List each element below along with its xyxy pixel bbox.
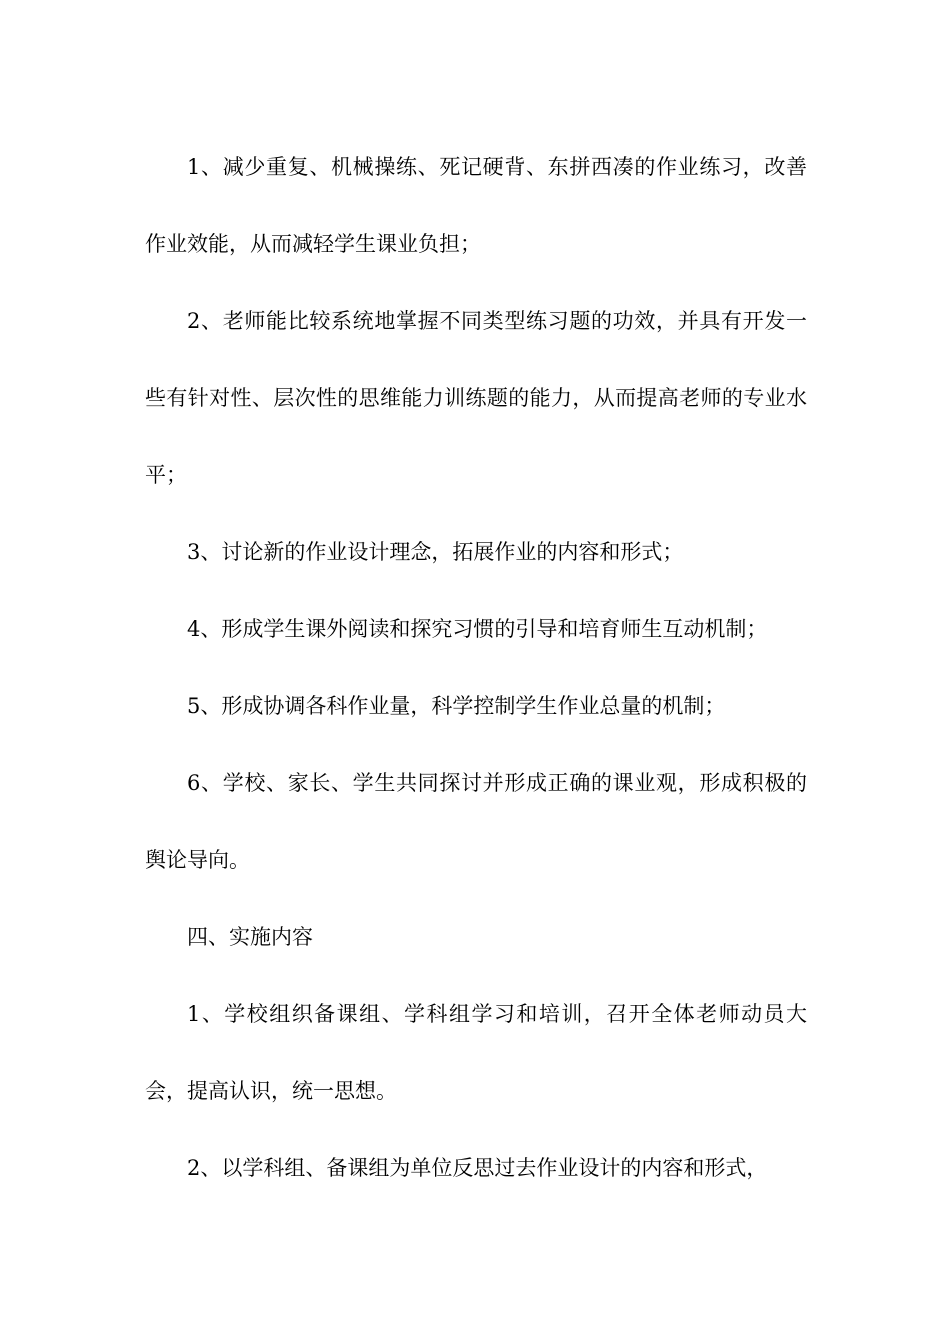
paragraph-goal-1: 1、减少重复、机械操练、死记硬背、东拼西凑的作业练习，改善作业效能，从而减轻学生课业负担； xyxy=(145,155,807,256)
paragraph-goal-6: 6、学校、家长、学生共同探讨并形成正确的课业观，形成积极的舆论导向。 xyxy=(145,771,807,872)
paragraph-content-2: 2、以学科组、备课组为单位反思过去作业设计的内容和形式， xyxy=(187,1156,768,1180)
section-heading: 四、实施内容 xyxy=(187,925,313,949)
document-page xyxy=(145,129,807,1207)
paragraph-content-1: 1、学校组织备课组、学科组学习和培训，召开全体老师动员大会，提高认识，统一思想。 xyxy=(145,1002,807,1103)
paragraph-goal-3: 3、讨论新的作业设计理念，拓展作业的内容和形式； xyxy=(187,540,684,564)
paragraph-goal-5: 5、形成协调各科作业量，科学控制学生作业总量的机制； xyxy=(187,694,726,718)
paragraph-goal-4: 4、形成学生课外阅读和探究习惯的引导和培育师生互动机制； xyxy=(187,617,768,641)
paragraph-goal-2: 2、老师能比较系统地掌握不同类型练习题的功效，并具有开发一些有针对性、层次性的思维能力训练题的能力，从而提高老师的专业水平； xyxy=(145,309,807,487)
